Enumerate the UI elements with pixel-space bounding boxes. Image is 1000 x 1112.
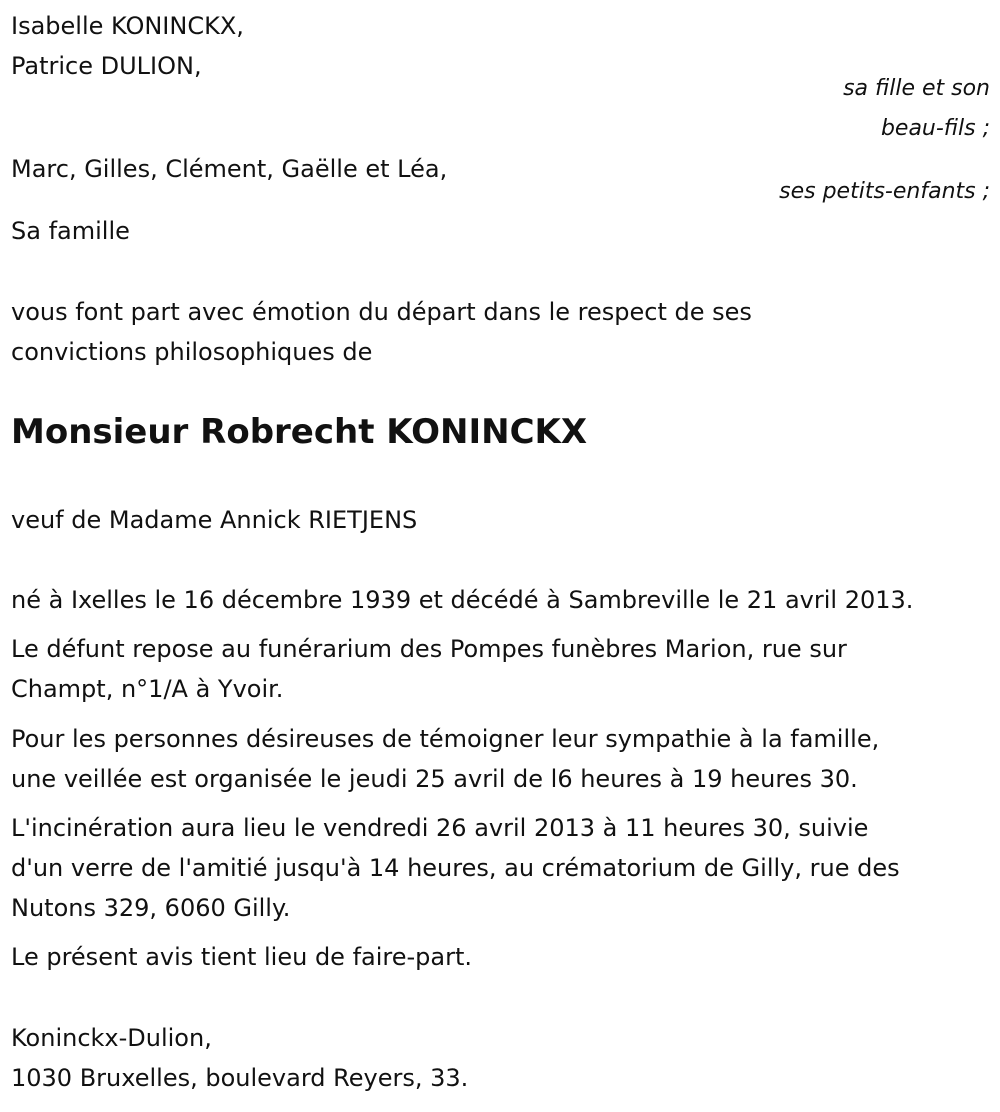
- cremation-line2: d'un verre de l'amitié jusqu'à 14 heures, au crématorium de Gilly, rue des: [11, 854, 900, 882]
- birth-death-line: né à Ixelles le 16 décembre 1939 et décédé à Sambreville le 21 avril 2013.: [11, 586, 914, 614]
- contact-address: 1030 Bruxelles, boulevard Reyers, 33.: [11, 1064, 469, 1092]
- deceased-name: Monsieur Robrecht KONINCKX: [11, 412, 588, 452]
- widower-line: veuf de Madame Annick RIETJENS: [11, 506, 418, 534]
- grandchildren-names: Marc, Gilles, Clément, Gaëlle et Léa,: [11, 155, 448, 183]
- cremation-line3: Nutons 329, 6060 Gilly.: [11, 894, 291, 922]
- rest-line2: Champt, n°1/A à Yvoir.: [11, 675, 284, 703]
- relation-daughter-line1: sa fille et son: [843, 76, 990, 101]
- contact-name: Koninckx-Dulion,: [11, 1024, 212, 1052]
- family-label: Sa famille: [11, 217, 130, 245]
- vigil-line1: Pour les personnes désireuses de témoigner leur sympathie à la famille,: [11, 725, 880, 753]
- announcement-line1: vous font part avec émotion du départ dans le respect de ses: [11, 298, 752, 326]
- announcement-line2: convictions philosophiques de: [11, 338, 373, 366]
- cremation-line1: L'incinération aura lieu le vendredi 26 avril 2013 à 11 heures 30, suivie: [11, 814, 869, 842]
- rest-line1: Le défunt repose au funérarium des Pompes funèbres Marion, rue sur: [11, 635, 847, 663]
- family-daughter-line1: Isabelle KONINCKX,: [11, 12, 244, 40]
- notice-line: Le présent avis tient lieu de faire-part.: [11, 943, 473, 971]
- family-daughter-line2: Patrice DULION,: [11, 52, 202, 80]
- vigil-line2: une veillée est organisée le jeudi 25 avril de l6 heures à 19 heures 30.: [11, 765, 858, 793]
- relation-daughter-line2: beau-fils ;: [880, 116, 990, 141]
- relation-grandchildren: ses petits-enfants ;: [779, 179, 990, 204]
